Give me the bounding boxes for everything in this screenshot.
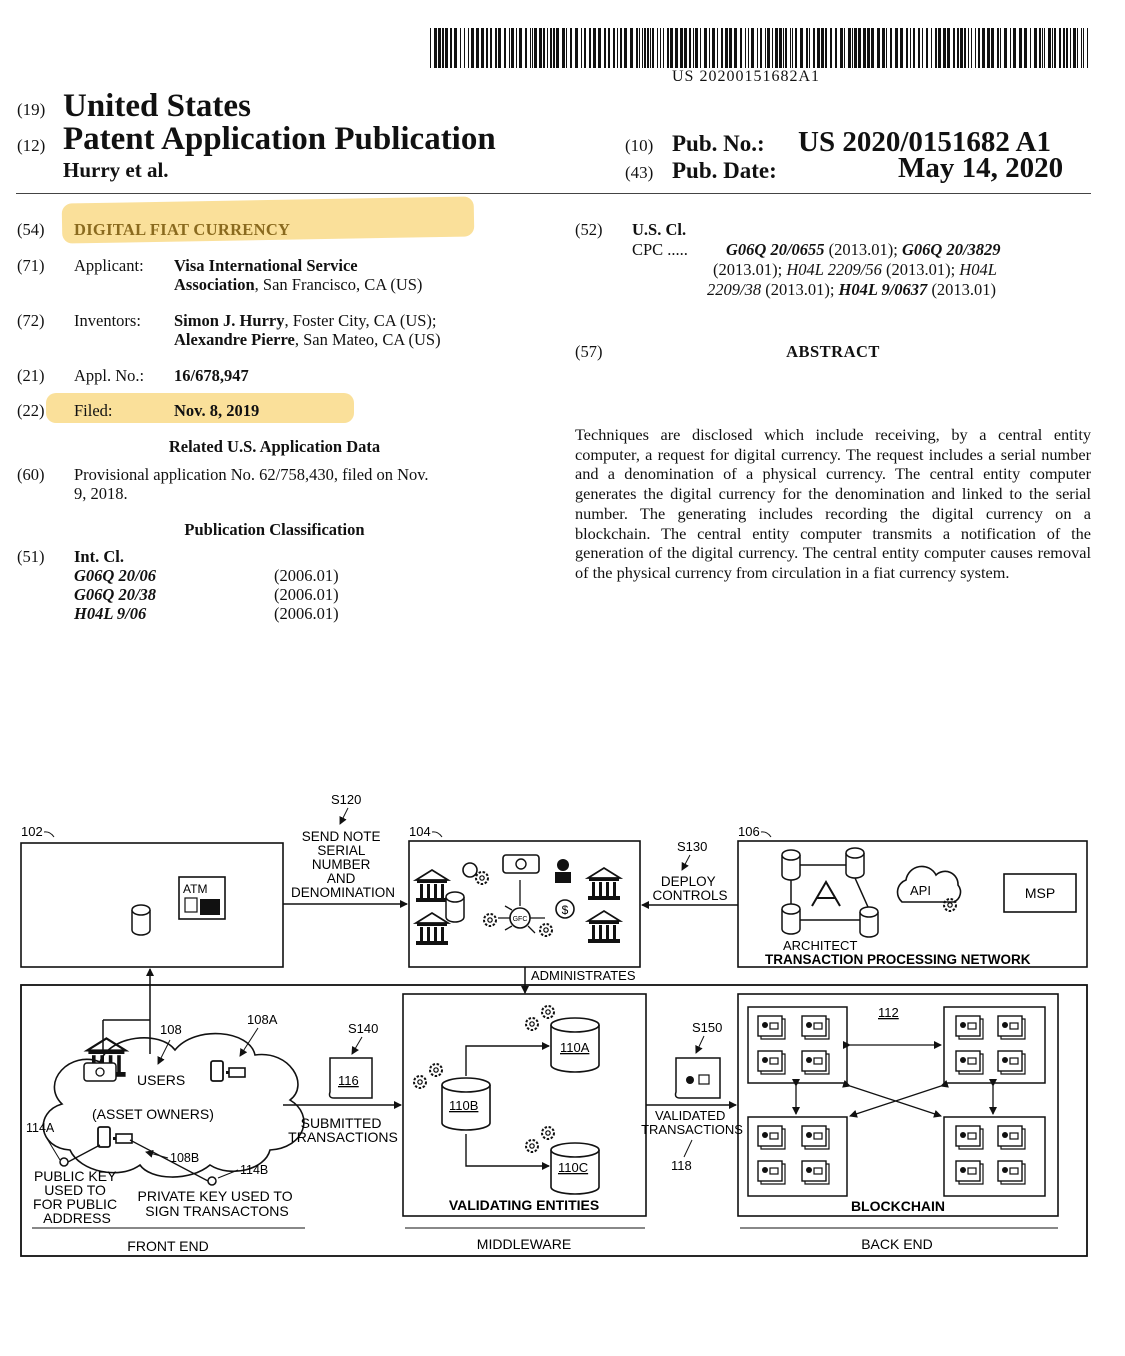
ref-114b: 114B <box>240 1163 269 1177</box>
bank-icon <box>588 911 620 943</box>
provisional-line2: 9, 2018. <box>74 484 128 503</box>
architect-label: ARCHITECT <box>783 938 858 953</box>
gear-icon <box>476 872 488 884</box>
inid-code-60: (60) <box>17 465 45 484</box>
database-icon <box>446 892 464 922</box>
msp-label: MSP <box>1024 885 1056 901</box>
s150-leader <box>696 1036 704 1053</box>
ref-118-leader <box>684 1140 692 1157</box>
step-s150: S150 <box>692 1020 723 1035</box>
ref-108b-leader <box>146 1152 168 1158</box>
banknote-icon <box>84 1063 116 1081</box>
inventor-2 <box>174 330 441 350</box>
ref-110a: 110A <box>560 1040 590 1055</box>
header-rule <box>16 193 1091 194</box>
cpc-year-2: (2013.01); <box>713 260 787 279</box>
filed-date: Nov. 8, 2019 <box>174 401 260 420</box>
ref-110c: 110C <box>558 1160 589 1175</box>
appl-no: 16/678,947 <box>174 366 249 385</box>
int-cl-label: Int. Cl. <box>74 547 124 566</box>
cpc-code-3: H04L 2209/56 <box>786 260 882 279</box>
blockchain-label: BLOCKCHAIN <box>850 1198 946 1214</box>
gear-icon <box>526 1140 538 1152</box>
inid-code-19: (19) <box>17 100 46 119</box>
users-label: USERS <box>137 1072 186 1088</box>
s120-leader <box>340 808 348 824</box>
inventor-2-location: , San Mateo, CA (US) <box>294 330 441 349</box>
ref-104: 104 <box>409 824 431 839</box>
back-end-label: BACK END <box>861 1236 933 1252</box>
private-key-icon <box>208 1177 216 1185</box>
front-end-label: FRONT END <box>127 1238 209 1254</box>
inid-code-51: (51) <box>17 547 45 566</box>
ref-110b: 110B <box>449 1098 479 1113</box>
cpc-line2 <box>713 260 997 280</box>
publication-type-heading: Patent Application Publication <box>63 121 496 157</box>
inid-code-22: (22) <box>17 401 45 420</box>
blockchain-node-bl <box>748 1117 847 1196</box>
validated-scroll-icon <box>676 1058 721 1098</box>
publication-classification-heading: Publication Classification <box>184 520 365 539</box>
applicant-label: Applicant: <box>74 256 144 275</box>
related-data-heading: Related U.S. Application Data <box>168 437 381 456</box>
pub-no-label: Pub. No.: <box>672 131 765 156</box>
int-cl-code-3: H04L 9/06 <box>74 604 147 623</box>
box-102 <box>21 843 283 967</box>
validating-entities-box <box>403 994 646 1216</box>
cpc-year-1: (2013.01); <box>824 240 902 259</box>
bank-icon <box>416 913 448 945</box>
blockchain-node-tr <box>944 1007 1045 1083</box>
applicant-line2 <box>174 275 422 295</box>
cpc-code-4a: H04L <box>959 260 997 279</box>
gear-icon <box>414 1076 426 1088</box>
gfc-label: GFC <box>512 916 528 923</box>
barcode <box>430 28 1092 68</box>
int-cl-year-1: (2006.01) <box>274 566 339 585</box>
ref-108b: 108B <box>170 1151 200 1165</box>
inid-code-71: (71) <box>17 256 45 275</box>
authors: Hurry et al. <box>63 158 169 182</box>
cpc-code-4b: 2209/38 <box>707 280 762 299</box>
inventor-1 <box>174 311 437 331</box>
cpc-line3 <box>707 280 996 300</box>
ref-116: 116 <box>338 1073 359 1088</box>
public-key-icon <box>60 1158 68 1166</box>
cpc-label: CPC ..... <box>632 240 688 259</box>
ref-114a-leader <box>46 1137 60 1160</box>
step-s120: S120 <box>331 792 362 807</box>
gear-icon <box>542 1127 554 1139</box>
gear-icon <box>430 1064 442 1076</box>
inventors-label: Inventors: <box>74 311 141 330</box>
filed-label: Filed: <box>74 401 113 420</box>
svg-text:$: $ <box>561 903 569 917</box>
database-icon <box>782 904 800 934</box>
s130-leader <box>682 855 690 870</box>
bank-icon <box>588 868 620 900</box>
gear-icon <box>540 924 552 936</box>
us-cl-label: U.S. Cl. <box>632 220 687 239</box>
gear-icon <box>484 914 496 926</box>
step-s140: S140 <box>348 1021 379 1036</box>
blockchain-node-br <box>944 1117 1045 1196</box>
ref-108a-leader <box>240 1028 258 1056</box>
inventor-1-location: , Foster City, CA (US); <box>284 311 437 330</box>
inid-code-57: (57) <box>575 342 603 361</box>
api-label: API <box>910 883 931 898</box>
inid-code-52: (52) <box>575 220 603 239</box>
phone-wallet-icon <box>211 1061 245 1081</box>
ref-106: 106 <box>738 824 760 839</box>
ref-106-leader <box>761 832 771 837</box>
middleware-label: MIDDLEWARE <box>476 1236 572 1252</box>
public-key-text: PUBLIC KEY USED TO FOR PUBLIC ADDRESS <box>33 1168 118 1226</box>
submitted-transactions-label: SUBMITTED TRANSACTIONS <box>288 1115 398 1145</box>
cpc-year-4: (2013.01); <box>761 280 839 299</box>
gear-icon <box>542 1006 554 1018</box>
ref-108a: 108A <box>247 1012 278 1027</box>
cpc-code-5: H04L 9/0637 <box>838 280 928 299</box>
database-icon <box>132 905 150 935</box>
asset-owners-label: (ASSET OWNERS) <box>92 1106 214 1122</box>
abstract-heading: ABSTRACT <box>786 342 880 361</box>
ref-108: 108 <box>160 1022 182 1037</box>
administrates-label: ADMINISTRATES <box>531 968 636 983</box>
step-s130: S130 <box>677 839 708 854</box>
pub-date: May 14, 2020 <box>898 152 1064 184</box>
country-heading: United States <box>63 88 251 124</box>
inid-code-43: (43) <box>625 163 654 182</box>
database-icon <box>782 850 800 880</box>
cpc-line1 <box>726 240 1001 260</box>
database-icon <box>846 848 864 878</box>
inid-code-12: (12) <box>17 136 46 155</box>
ref-114a: 114A <box>26 1121 55 1135</box>
people-icon <box>463 863 477 877</box>
s120-text: SEND NOTE SERIAL NUMBER AND DENOMINATION <box>291 829 395 900</box>
int-cl-year-2: (2006.01) <box>274 585 339 604</box>
int-cl-code-1: G06Q 20/06 <box>74 566 157 585</box>
ref-108-leader <box>158 1040 170 1064</box>
atm-label: ATM <box>183 882 208 896</box>
provisional-line1: Provisional application No. 62/758,430, filed on Nov. <box>74 465 429 484</box>
inventor-2-name: Alexandre Pierre <box>174 330 295 349</box>
ref-104-leader <box>432 832 442 837</box>
ref-112: 112 <box>878 1005 899 1020</box>
ref-102-leader <box>44 832 54 837</box>
inid-code-21: (21) <box>17 366 45 385</box>
applicant-name-line1: Visa International Service <box>174 256 358 275</box>
private-key-text: PRIVATE KEY USED TO SIGN TRANSACTONS <box>137 1188 293 1219</box>
abstract-text: Techniques are disclosed which include receiving, by a central entity computer, a request for digital currency. The request includes a serial number and a denomination of a physical currency. The central entity computer generates the digital currency for the denomination and linked to the serial number. The generating includes recording the digital currency on a blockchain. The central entity computer transmits a notification of the generation of the digital currency. The central entity computer causes removal of the physical currency from circulation in a fiat currency system. <box>575 425 1091 582</box>
system-diagram <box>0 780 1125 1280</box>
pub-date-label: Pub. Date: <box>672 158 777 183</box>
inid-code-54: (54) <box>17 220 45 239</box>
inid-code-72: (72) <box>17 311 45 330</box>
inid-code-10: (10) <box>625 136 654 155</box>
ref-102: 102 <box>21 824 43 839</box>
s140-leader <box>352 1037 362 1054</box>
invention-title: DIGITAL FIAT CURRENCY <box>74 220 291 239</box>
int-cl-year-3: (2006.01) <box>274 604 339 623</box>
cpc-code-1: G06Q 20/0655 <box>726 240 825 259</box>
pub-no: US 2020/0151682 A1 <box>798 126 1051 158</box>
bank-icon <box>416 870 448 902</box>
inventor-1-name: Simon J. Hurry <box>174 311 285 330</box>
validating-entities-label: VALIDATING ENTITIES <box>448 1197 600 1213</box>
tpn-label: TRANSACTION PROCESSING NETWORK <box>765 952 1031 967</box>
ref-118: 118 <box>671 1158 692 1173</box>
banknote-icon <box>503 855 539 873</box>
blockchain-node-tl <box>748 1007 847 1083</box>
cpc-year-5: (2013.01) <box>927 280 997 299</box>
cpc-code-2: G06Q 20/3829 <box>902 240 1001 259</box>
applicant-location: , San Francisco, CA (US) <box>254 275 423 294</box>
database-icon <box>860 907 878 937</box>
person-icon <box>557 859 569 871</box>
barcode-number: US 20200151682A1 <box>672 68 821 85</box>
s130-text: DEPLOY CONTROLS <box>652 874 728 903</box>
validated-transactions-label: VALIDATED TRANSACTIONS <box>641 1108 743 1137</box>
phone-wallet-icon <box>98 1127 132 1147</box>
appl-no-label: Appl. No.: <box>74 366 145 385</box>
applicant-name-line2: Association <box>174 275 255 294</box>
gear-icon <box>526 1018 538 1030</box>
cpc-year-3: (2013.01); <box>881 260 960 279</box>
architect-icon <box>812 882 840 906</box>
int-cl-code-2: G06Q 20/38 <box>74 585 157 604</box>
link-110b-110a <box>466 1046 549 1076</box>
